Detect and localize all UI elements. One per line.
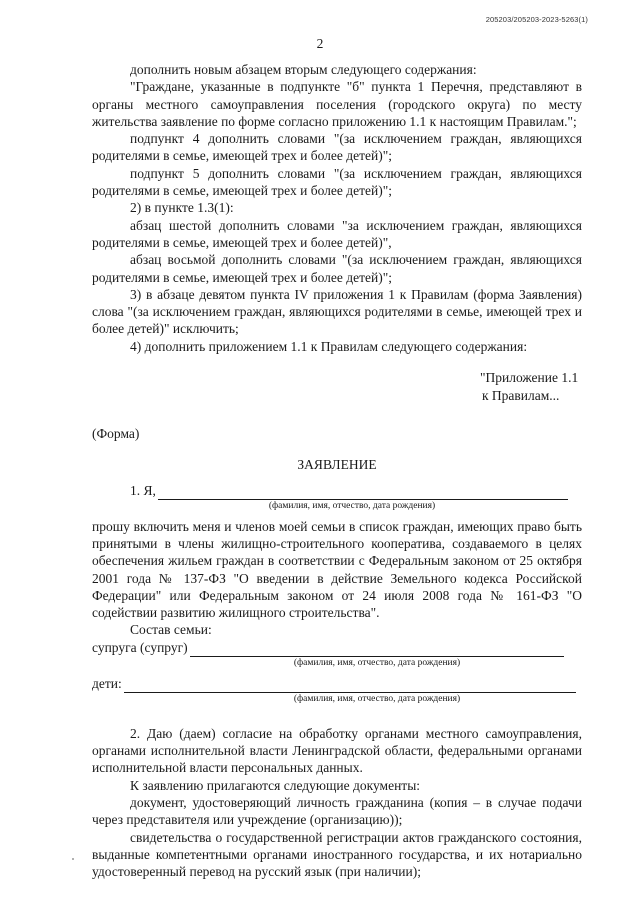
paragraph-point-1-3-1: 2) в пункте 1.3(1):	[130, 200, 234, 216]
annex-line-1: "Приложение 1.1	[480, 370, 579, 386]
paragraph-subpoint-5: подпункт 5 дополнить словами "(за исключением граждан, являющихся родителями в семье, имеющей трех и более детей)";	[92, 165, 582, 199]
spouse-label: супруга (супруг)	[92, 640, 188, 656]
paragraph-citizens-submit: "Граждане, указанные в подпункте "б" пункта 1 Перечня, представляют в органы местного самоуправления поселения (городского округа) по месту жительства заявление по форме согласно приложению 1.1 к настоящим Правилам.";	[92, 79, 582, 129]
paragraph-add-annex: 4) дополнить приложением 1.1 к Правилам следующего содержания:	[130, 338, 528, 354]
consent-text: 2. Даю (даем) согласие на обработку органами местного самоуправления, органами исполнительной власти Ленинградской области, федеральными органами исполнительной власти персональных данных.	[92, 725, 582, 776]
applicant-label: 1. Я,	[130, 483, 156, 499]
annex-reference	[480, 369, 582, 405]
children-name-line[interactable]	[124, 680, 576, 693]
children-caption: (фамилия, имя, отчество, дата рождения)	[293, 693, 461, 704]
form-title: ЗАЯВЛЕНИЕ	[297, 457, 377, 473]
spouse-name-line[interactable]	[190, 644, 564, 657]
annex-line-2: к Правилам...	[482, 388, 560, 404]
attachments-intro: К заявлению прилагаются следующие документы:	[130, 777, 421, 793]
applicant-caption: (фамилия, имя, отчество, дата рождения)	[268, 500, 436, 511]
applicant-field-row	[92, 482, 582, 500]
spouse-field-row	[92, 639, 582, 657]
children-field-row	[92, 675, 582, 693]
family-label: Состав семьи:	[130, 622, 212, 638]
paragraph-abzats-nine: 3) в абзаце девятом пункта IV приложения 1 к Правилам (форма Заявления) слова "(за исключением граждан, являющихся родителями в семье, имеющей трех и более детей)" исключить;	[92, 286, 582, 337]
document-id: 205203/205203-2023-5263(1)	[485, 15, 588, 24]
request-text: прошу включить меня и членов моей семьи в список граждан, имеющих право быть принятыми в члены жилищно-строительного кооператива, создаваемого в целях обеспечения жильем граждан в соответствии с Федеральным законом от 25 октября 2001 года № 137-ФЗ "О введении в действие Земельного кодекса Российской Федерации" или Федеральным законом от 24 июля 2008 года № 161-ФЗ "О содействии развитию жилищного строительства".	[92, 518, 582, 621]
applicant-name-line[interactable]	[158, 487, 568, 500]
paragraph-abzats-six: абзац шестой дополнить словами "за исключением граждан, являющихся родителями в семье, имеющей трех и более детей)",	[92, 217, 582, 250]
children-label: дети:	[92, 676, 122, 692]
document-body	[92, 61, 582, 880]
form-label: (Форма)	[92, 426, 140, 442]
scan-speck	[72, 858, 74, 860]
page-number: 2	[316, 36, 324, 51]
attachment-identity-document: документ, удостоверяющий личность гражданина (копия – в случае подачи через представителя или учреждение (организацию));	[92, 794, 582, 828]
attachment-civil-registration: свидетельства о государственной регистрации актов гражданского состояния, выданные компетентными органами иностранного государства, и их нотариально удостоверенный перевод на русский язык (при наличии);	[92, 829, 582, 880]
paragraph-add-second-abzats: дополнить новым абзацем вторым следующего содержания:	[130, 62, 477, 77]
paragraph-abzats-eight: абзац восьмой дополнить словами "(за исключением граждан, являющихся родителями в семье, имеющей трех и более детей)";	[92, 252, 582, 285]
spouse-caption: (фамилия, имя, отчество, дата рождения)	[293, 657, 461, 668]
paragraph-subpoint-4: подпункт 4 дополнить словами "(за исключением граждан, являющихся родителями в семье, имеющей трех и более детей)";	[92, 131, 582, 164]
